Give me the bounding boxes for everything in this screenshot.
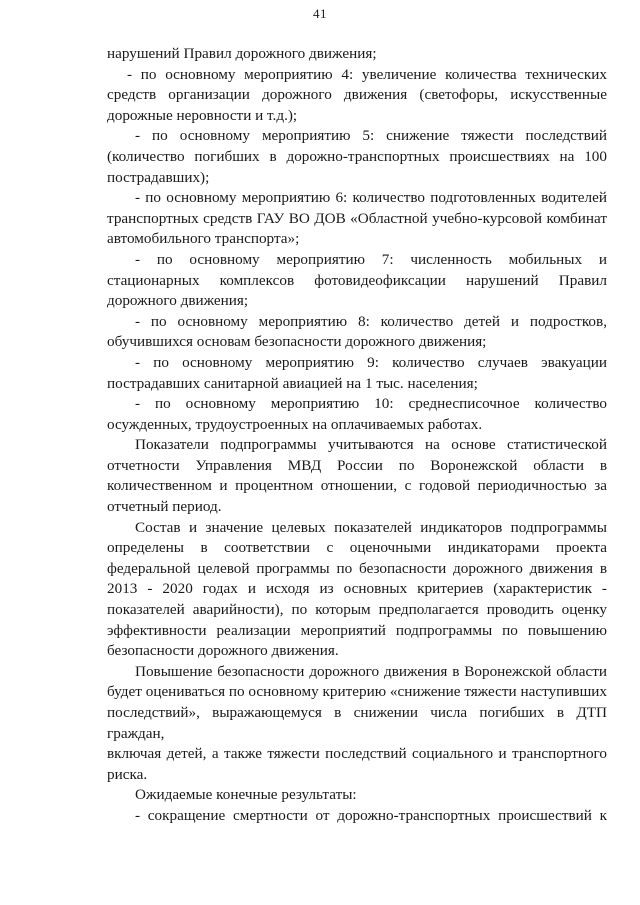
text-line: показателей аварийности), по которым предполагается проводить оценку: [107, 601, 607, 619]
paragraph-first-line: Показатели подпрограммы учитываются на основе статистической: [135, 436, 607, 454]
text-line: средств организации дорожного движения (светофоры, искусственные: [107, 86, 607, 104]
text-line: определены в соответствии с оценочными индикаторами проекта: [107, 539, 607, 557]
text-line: будет оцениваться по основному критерию «снижение тяжести наступивших: [107, 683, 607, 701]
text-line: дорожные неровности и т.д.);: [107, 106, 298, 124]
text-line: пострадавших);: [107, 168, 210, 186]
text-line: (количество погибших в дорожно-транспортных происшествиях на 100: [107, 147, 607, 165]
paragraph-first-line: Повышение безопасности дорожного движения в Воронежской области: [135, 662, 607, 680]
bullet-line: - по основному мероприятию 4: увеличение количества технических: [127, 65, 607, 83]
bullet-line: - по основному мероприятию 10: среднесписочное количество: [135, 395, 607, 413]
text-line: включая детей, а также тяжести последствий социального и транспортного: [107, 745, 607, 763]
text-line: транспортных средств ГАУ ВО ДОВ «Областной учебно-курсовой комбинат: [107, 209, 607, 227]
text-line: количественном и процентном отношении, с годовой периодичностью за: [107, 477, 607, 495]
text-line: пострадавших санитарной авиацией на 1 тыс. населения;: [107, 374, 478, 392]
text-line: осужденных, трудоустроенных на оплачиваемых работах.: [107, 415, 483, 433]
text-line: эффективности реализации мероприятий подпрограммы по повышению: [107, 621, 607, 639]
text-line: 2013 - 2020 годах и исходя из основных критериев (характеристик -: [107, 580, 607, 598]
text-line: отчетный период.: [107, 498, 222, 516]
text-line: дорожного движения;: [107, 292, 249, 310]
bullet-line: - по основному мероприятию 9: количество случаев эвакуации: [135, 353, 607, 371]
bullet-line: - по основному мероприятию 5: снижение тяжести последствий: [135, 127, 607, 145]
text-line: обучившихся основам безопасности дорожного движения;: [107, 333, 487, 351]
text-line: автомобильного транспорта»;: [107, 230, 300, 248]
bullet-line: - по основному мероприятию 6: количество подготовленных водителей: [135, 189, 607, 207]
text-line: безопасности дорожного движения.: [107, 642, 339, 660]
text-line: федеральной целевой программы по безопасности дорожного движения в: [107, 559, 607, 577]
document-body: [107, 44, 607, 827]
text-line: нарушений Правил дорожного движения;: [107, 45, 377, 62]
text-line: последствий», выражающемуся в снижении числа погибших в ДТП граждан,: [107, 704, 607, 742]
text-line: риска.: [107, 765, 148, 783]
bullet-line: - сокращение смертности от дорожно-транспортных происшествий к: [135, 806, 607, 824]
page-number: 41: [313, 6, 327, 21]
paragraph-first-line: Состав и значение целевых показателей индикаторов подпрограммы: [135, 518, 607, 536]
text-line: отчетности Управления МВД России по Воронежской области в: [107, 456, 607, 474]
paragraph-first-line: Ожидаемые конечные результаты:: [135, 786, 357, 804]
bullet-line: - по основному мероприятию 7: численность мобильных и: [135, 250, 607, 268]
bullet-line: - по основному мероприятию 8: количество детей и подростков,: [135, 312, 607, 330]
text-line: стационарных комплексов фотовидеофиксации нарушений Правил: [107, 271, 607, 289]
